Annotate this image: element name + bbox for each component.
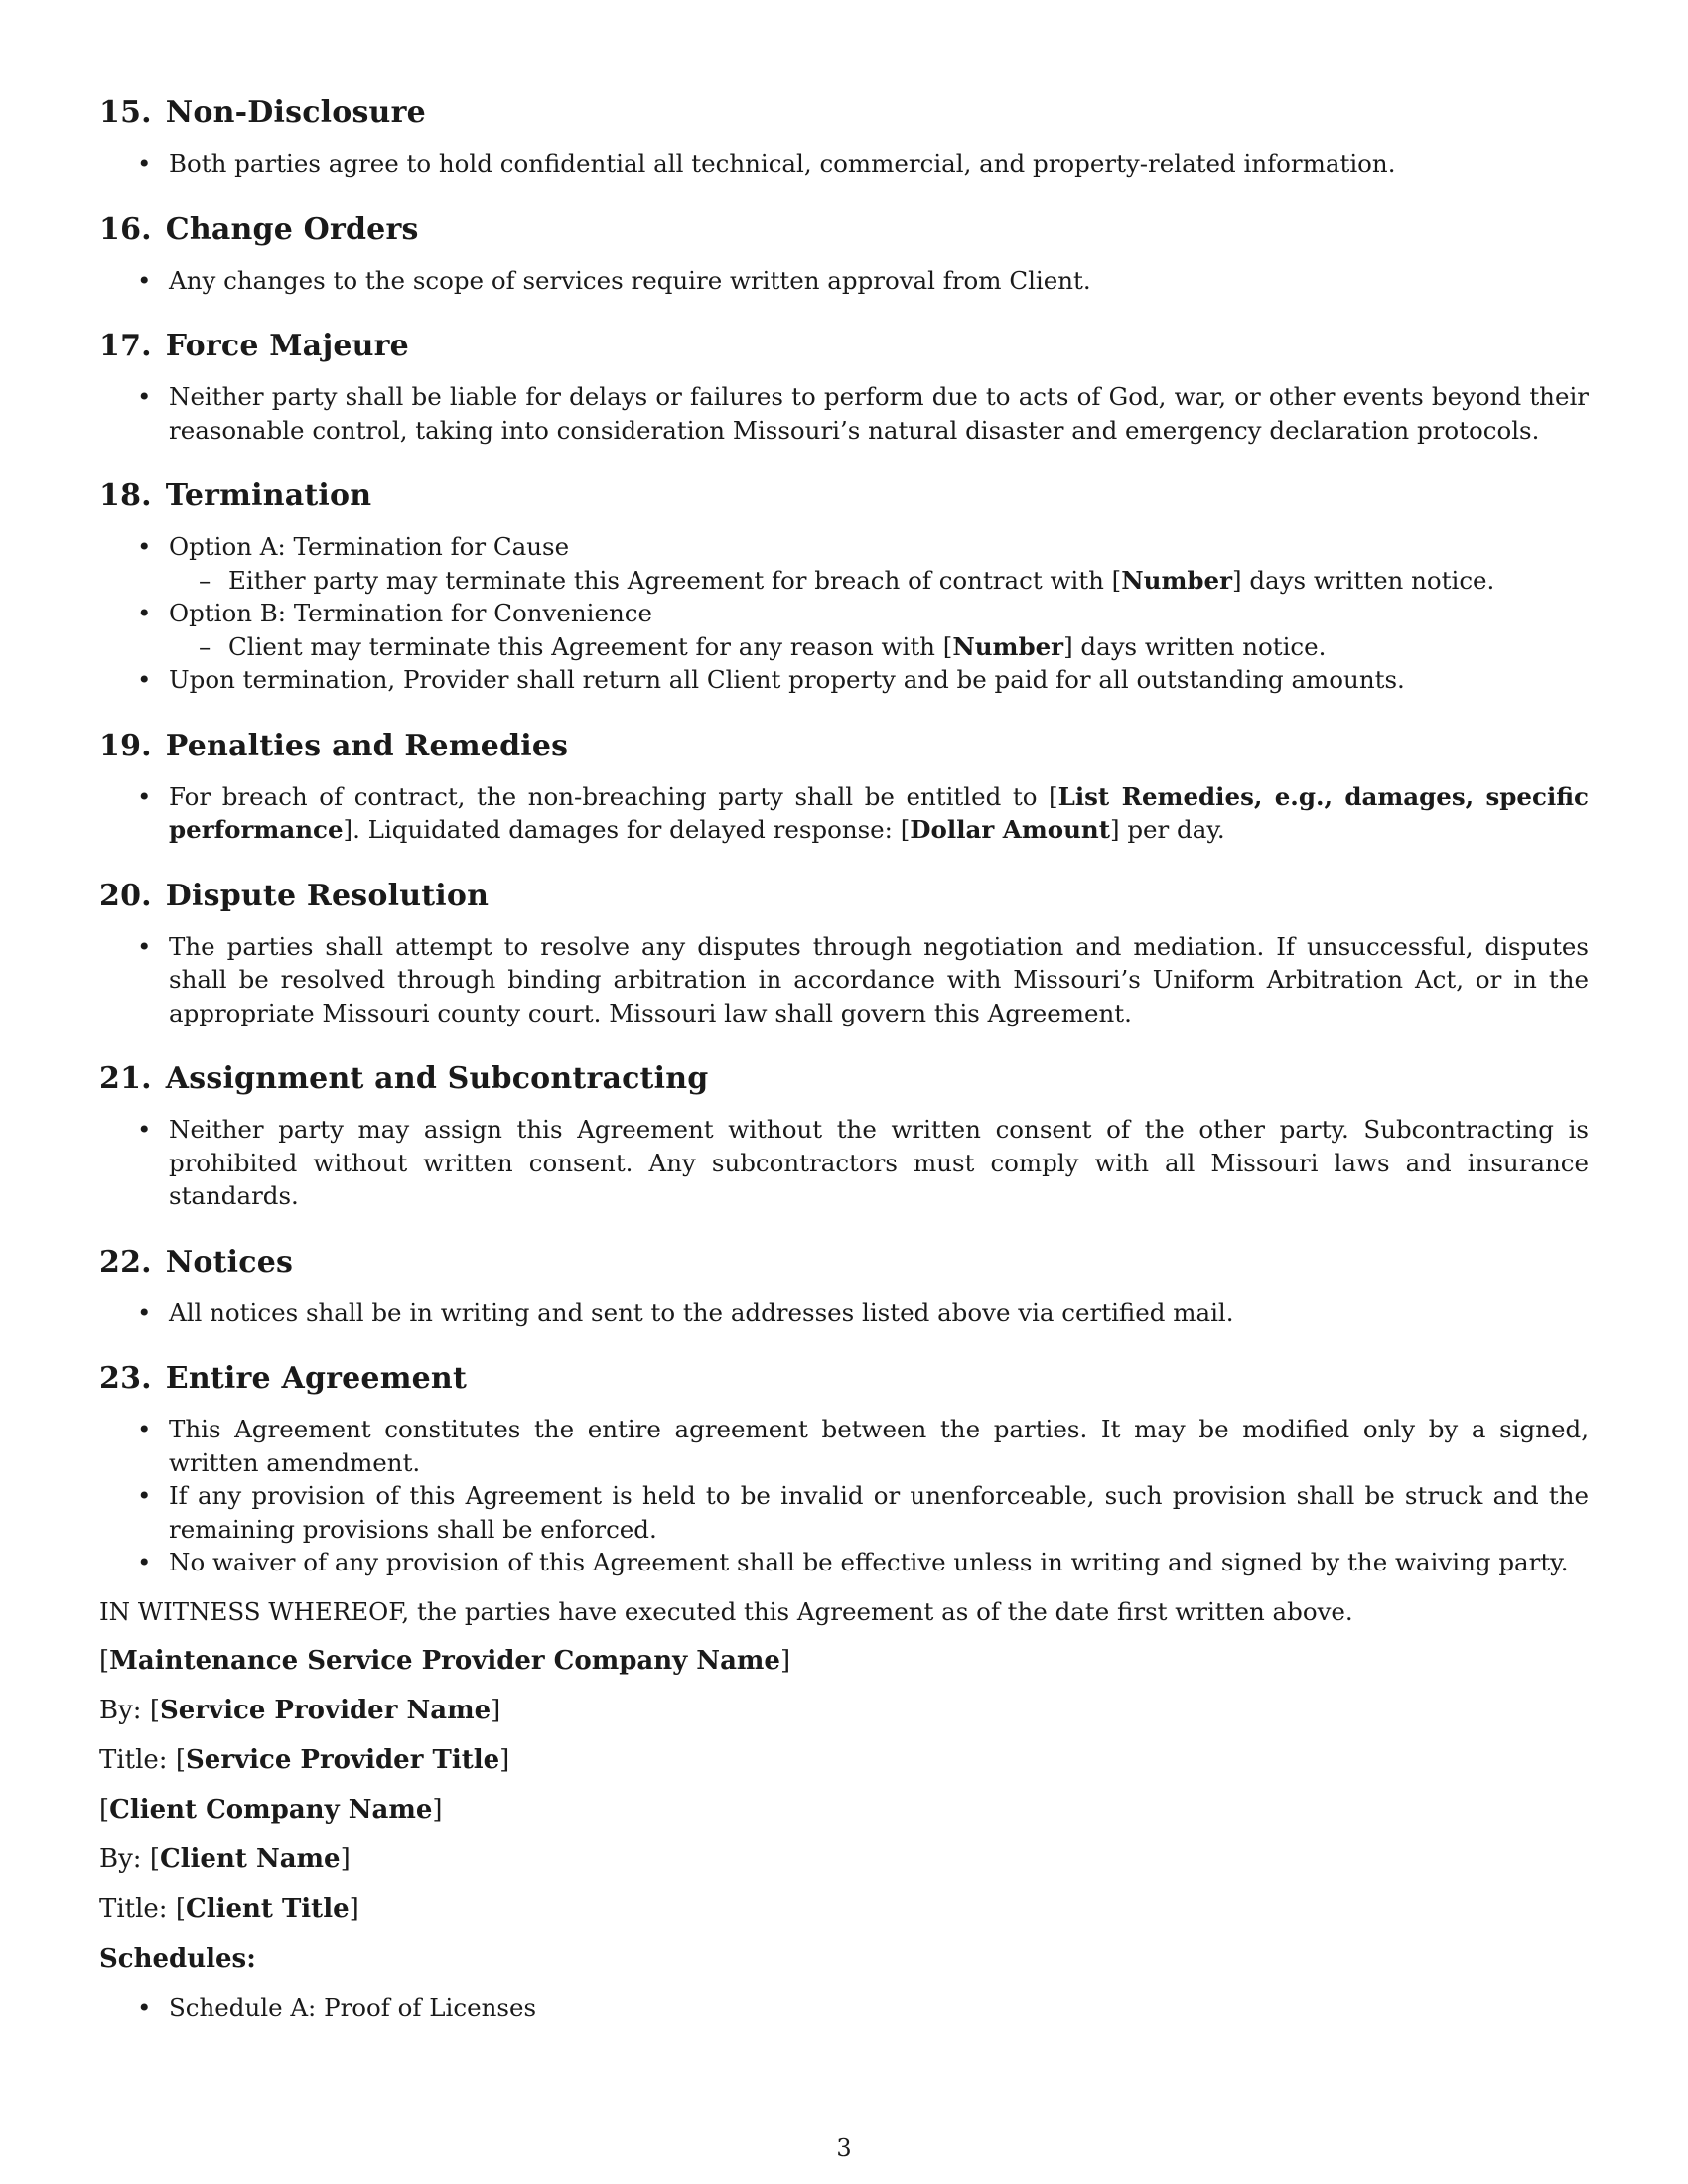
list-item: • Neither party shall be liable for delays or failures to perform due to acts of God, war, or other events beyond their reasonable control, taking into consideration Missouri’s natural disaster and emergency declaration protocols. bbox=[99, 380, 1589, 447]
list-item: • Both parties agree to hold confidential all technical, commercial, and property-related information. bbox=[99, 147, 1589, 181]
sub-list-item bbox=[169, 564, 1589, 598]
placeholder-number: Number bbox=[952, 631, 1064, 661]
section-heading bbox=[99, 875, 1589, 918]
section-number: 21. bbox=[99, 1061, 152, 1096]
sub-list bbox=[169, 630, 1589, 664]
title-label: Title: bbox=[99, 1745, 168, 1775]
page-number: 3 bbox=[836, 2134, 852, 2162]
section-title: Change Orders bbox=[165, 211, 419, 247]
by-label: By: bbox=[99, 1696, 142, 1725]
section-number: 15. bbox=[99, 95, 152, 130]
section-heading bbox=[99, 325, 1589, 368]
by-label: By: bbox=[99, 1844, 142, 1874]
list-item: • Upon termination, Provider shall return all Client property and be paid for all outstanding amounts. bbox=[99, 663, 1589, 697]
sub-list bbox=[169, 564, 1589, 598]
section-number: 16. bbox=[99, 211, 152, 247]
list-item: • Neither party may assign this Agreement without the written consent of the other party. Subcontracting is prohibited without written consent. Any subcontractors must comply with all Missouri laws and insurance standards. bbox=[99, 1113, 1589, 1213]
provider-name-placeholder: Service Provider Name bbox=[159, 1696, 492, 1725]
section-number: 18. bbox=[99, 478, 152, 513]
document-page bbox=[99, 91, 1589, 2025]
list-item: • This Agreement constitutes the entire agreement between the parties. It may be modified only by a signed, written amendment. bbox=[99, 1413, 1589, 1479]
bullet-list bbox=[99, 930, 1589, 1030]
section-title: Dispute Resolution bbox=[165, 878, 490, 913]
section-title: Entire Agreement bbox=[165, 1361, 467, 1396]
option-a-label: Option A: Termination for Cause bbox=[169, 532, 570, 561]
section-number: 19. bbox=[99, 728, 152, 763]
section-title: Penalties and Remedies bbox=[165, 728, 569, 763]
section-title: Termination bbox=[165, 478, 372, 513]
option-b-label: Option B: Termination for Convenience bbox=[169, 599, 652, 627]
list-item: • Any changes to the scope of services require written approval from Client. bbox=[99, 264, 1589, 298]
title-label: Title: bbox=[99, 1894, 168, 1924]
witness-statement: IN WITNESS WHEREOF, the parties have executed this Agreement as of the date first written above. bbox=[99, 1596, 1353, 1626]
section-21 bbox=[99, 1057, 1589, 1213]
placeholder-number: Number bbox=[1121, 565, 1233, 595]
section-19 bbox=[99, 725, 1589, 847]
bullet-list bbox=[99, 780, 1589, 847]
placeholder-remedies: List Remedies, e.g., damages, specific performance bbox=[169, 781, 1589, 844]
section-heading bbox=[99, 475, 1589, 518]
section-17 bbox=[99, 325, 1589, 447]
text-run: Either party may terminate this Agreement for breach of contract with [ bbox=[228, 565, 1122, 595]
section-title: Assignment and Subcontracting bbox=[165, 1061, 709, 1096]
section-18 bbox=[99, 475, 1589, 697]
text-run: Client may terminate this Agreement for any reason with [ bbox=[228, 631, 953, 661]
list-item: • The parties shall attempt to resolve any disputes through negotiation and mediation. If unsuccessful, disputes shall be resolved through binding arbitration in accordance with Missouri’s Uniform Arbitration Act, or in the appropriate Missouri county court. Missouri law shall govern this Agreement. bbox=[99, 930, 1589, 1030]
section-number: 20. bbox=[99, 878, 152, 913]
client-title-placeholder: Client Title bbox=[186, 1894, 350, 1924]
client-company-line: [Client Company Name] bbox=[99, 1795, 443, 1825]
text-run: ] days written notice. bbox=[1063, 631, 1327, 661]
section-title: Force Majeure bbox=[165, 329, 409, 363]
schedules-label: Schedules: bbox=[99, 1944, 256, 1974]
schedules-list bbox=[99, 1991, 1589, 2025]
bullet-list bbox=[99, 147, 1589, 181]
list-item bbox=[99, 530, 1589, 597]
section-heading bbox=[99, 208, 1589, 252]
section-23 bbox=[99, 1357, 1589, 1579]
section-heading bbox=[99, 1241, 1589, 1285]
bullet-list bbox=[99, 1113, 1589, 1213]
list-item bbox=[99, 780, 1589, 847]
list-item: • Schedule A: Proof of Licenses bbox=[99, 1991, 1589, 2025]
provider-title-line: Title: [Service Provider Title] bbox=[99, 1745, 510, 1775]
list-item: • All notices shall be in writing and sent to the addresses listed above via certified mail. bbox=[99, 1297, 1589, 1330]
section-heading bbox=[99, 91, 1589, 135]
client-company-placeholder: Client Company Name bbox=[109, 1795, 433, 1825]
bullet-list bbox=[99, 530, 1589, 697]
bullet-list bbox=[99, 380, 1589, 447]
list-item: • No waiver of any provision of this Agreement shall be effective unless in writing and signed by the waiving party. bbox=[99, 1546, 1589, 1579]
section-heading bbox=[99, 725, 1589, 768]
text-run: For breach of contract, the non-breaching party shall be entitled to [ bbox=[169, 781, 1058, 811]
section-heading bbox=[99, 1057, 1589, 1101]
section-heading bbox=[99, 1357, 1589, 1401]
provider-company-placeholder: Maintenance Service Provider Company Name bbox=[109, 1646, 780, 1676]
provider-by-line: By: [Service Provider Name] bbox=[99, 1696, 501, 1725]
section-15 bbox=[99, 91, 1589, 181]
text-run: ] per day. bbox=[1110, 815, 1225, 844]
provider-company-line: [Maintenance Service Provider Company Name] bbox=[99, 1646, 791, 1676]
section-title: Non-Disclosure bbox=[165, 95, 426, 130]
section-number: 22. bbox=[99, 1244, 152, 1280]
section-20 bbox=[99, 875, 1589, 1030]
section-22 bbox=[99, 1241, 1589, 1330]
bullet-list bbox=[99, 264, 1589, 298]
text-run: ]. Liquidated damages for delayed response: [ bbox=[343, 815, 911, 844]
sub-list-item bbox=[169, 630, 1589, 664]
section-number: 17. bbox=[99, 329, 152, 363]
list-item: • If any provision of this Agreement is held to be invalid or unenforceable, such provision shall be struck and the remaining provisions shall be enforced. bbox=[99, 1479, 1589, 1546]
section-title: Notices bbox=[165, 1244, 294, 1280]
client-name-placeholder: Client Name bbox=[159, 1844, 341, 1874]
text-run: ] days written notice. bbox=[1232, 565, 1495, 595]
placeholder-dollar-amount: Dollar Amount bbox=[910, 815, 1111, 844]
bullet-list bbox=[99, 1297, 1589, 1330]
list-item bbox=[99, 597, 1589, 663]
bullet-list bbox=[99, 1413, 1589, 1579]
section-16 bbox=[99, 208, 1589, 298]
section-number: 23. bbox=[99, 1361, 152, 1396]
provider-title-placeholder: Service Provider Title bbox=[186, 1745, 500, 1775]
client-title-line: Title: [Client Title] bbox=[99, 1894, 359, 1924]
schedules-heading bbox=[99, 1942, 1589, 1976]
client-by-line: By: [Client Name] bbox=[99, 1844, 351, 1874]
